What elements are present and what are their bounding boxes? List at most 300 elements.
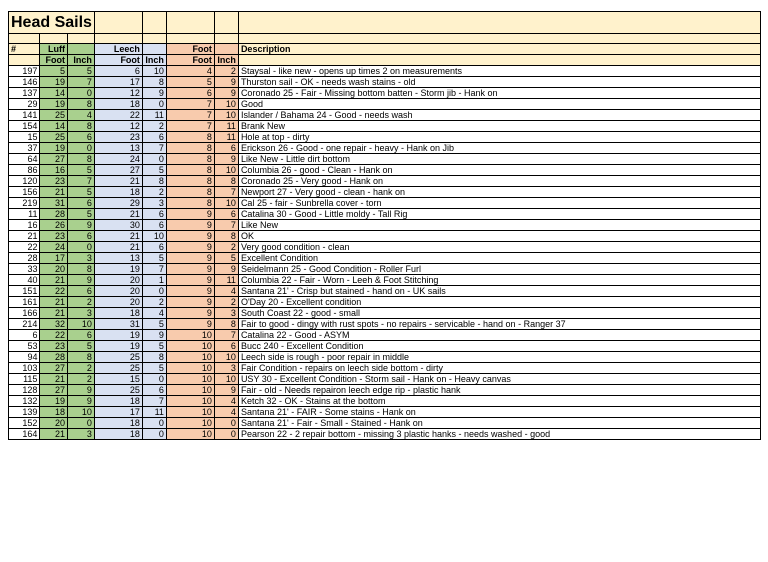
cell-foot-inch: 10 <box>214 110 238 121</box>
cell-luff-foot: 16 <box>40 165 68 176</box>
cell-foot-foot: 9 <box>166 242 214 253</box>
cell-foot-inch: 6 <box>214 143 238 154</box>
cell-foot-foot: 9 <box>166 319 214 330</box>
cell-id: 6 <box>9 330 40 341</box>
cell-luff-foot: 21 <box>40 374 68 385</box>
cell-description: Bucc 240 - Excellent Condition <box>238 341 760 352</box>
cell-description: Coronado 25 - Fair - Missing bottom batten - Storm jib - Hank on <box>238 88 760 99</box>
cell-leech-foot: 19 <box>94 330 142 341</box>
cell-leech-foot: 27 <box>94 165 142 176</box>
cell-leech-foot: 19 <box>94 264 142 275</box>
cell-foot-inch: 3 <box>214 363 238 374</box>
subheader-foot-foot: Foot <box>166 55 214 66</box>
cell-id: 22 <box>9 242 40 253</box>
cell-leech-inch: 4 <box>142 308 166 319</box>
cell-id: 28 <box>9 253 40 264</box>
cell-leech-foot: 20 <box>94 286 142 297</box>
cell-foot-inch: 8 <box>214 176 238 187</box>
cell-id: 15 <box>9 132 40 143</box>
cell-leech-inch: 5 <box>142 165 166 176</box>
cell-luff-foot: 19 <box>40 143 68 154</box>
cell-leech-inch: 11 <box>142 407 166 418</box>
table-row <box>9 264 761 275</box>
cell-leech-foot: 21 <box>94 231 142 242</box>
cell-foot-inch: 9 <box>214 154 238 165</box>
cell-description: Good <box>238 99 760 110</box>
cell-foot-foot: 7 <box>166 99 214 110</box>
cell-description: Santana 21' - FAIR - Some stains - Hank on <box>238 407 760 418</box>
cell-foot-foot: 9 <box>166 286 214 297</box>
cell-leech-inch: 8 <box>142 176 166 187</box>
cell-foot-inch: 9 <box>214 77 238 88</box>
cell-leech-inch: 6 <box>142 220 166 231</box>
cell-luff-foot: 20 <box>40 418 68 429</box>
cell-luff-inch: 5 <box>67 66 94 77</box>
cell-leech-inch: 10 <box>142 231 166 242</box>
cell-leech-inch: 7 <box>142 396 166 407</box>
cell-description: Fair - old - Needs repairon leech edge rip - plastic hank <box>238 385 760 396</box>
cell-luff-foot: 25 <box>40 110 68 121</box>
cell-leech-inch: 0 <box>142 429 166 440</box>
cell-id: 40 <box>9 275 40 286</box>
cell-foot-inch: 7 <box>214 187 238 198</box>
cell-luff-inch: 8 <box>67 264 94 275</box>
cell-leech-foot: 18 <box>94 308 142 319</box>
cell-luff-foot: 32 <box>40 319 68 330</box>
cell-foot-inch: 0 <box>214 429 238 440</box>
title-row <box>9 12 761 34</box>
table-row <box>9 374 761 385</box>
cell-id: 137 <box>9 88 40 99</box>
cell-description: Columbia 26 - good - Clean - Hank on <box>238 165 760 176</box>
cell-luff-inch: 7 <box>67 176 94 187</box>
subheader-row <box>9 55 761 66</box>
cell-leech-foot: 12 <box>94 88 142 99</box>
cell-leech-foot: 22 <box>94 110 142 121</box>
subheader-leech-inch: Inch <box>142 55 166 66</box>
cell-luff-inch: 2 <box>67 297 94 308</box>
cell-foot-inch: 9 <box>214 88 238 99</box>
cell-luff-foot: 26 <box>40 220 68 231</box>
cell-foot-inch: 9 <box>214 385 238 396</box>
cell-id: 197 <box>9 66 40 77</box>
cell-foot-foot: 8 <box>166 198 214 209</box>
cell-leech-foot: 18 <box>94 187 142 198</box>
cell-leech-inch: 11 <box>142 110 166 121</box>
cell-description: Islander / Bahama 24 - Good - needs wash <box>238 110 760 121</box>
cell-luff-foot: 22 <box>40 286 68 297</box>
cell-luff-inch: 0 <box>67 88 94 99</box>
cell-luff-inch: 0 <box>67 418 94 429</box>
cell-foot-inch: 11 <box>214 132 238 143</box>
cell-luff-inch: 9 <box>67 275 94 286</box>
cell-description: Ketch 32 - OK - Stains at the bottom <box>238 396 760 407</box>
cell-foot-inch: 2 <box>214 242 238 253</box>
cell-foot-inch: 8 <box>214 319 238 330</box>
cell-luff-inch: 8 <box>67 352 94 363</box>
cell-foot-foot: 10 <box>166 341 214 352</box>
cell-leech-foot: 29 <box>94 198 142 209</box>
cell-description: South Coast 22 - good - small <box>238 308 760 319</box>
cell-luff-foot: 14 <box>40 121 68 132</box>
table-row <box>9 66 761 77</box>
cell-id: 115 <box>9 374 40 385</box>
cell-leech-foot: 12 <box>94 121 142 132</box>
cell-luff-inch: 5 <box>67 165 94 176</box>
cell-description: Columbia 22 - Fair - Worn - Leeh & Foot Stitching <box>238 275 760 286</box>
cell-foot-foot: 9 <box>166 220 214 231</box>
cell-id: 64 <box>9 154 40 165</box>
cell-luff-foot: 23 <box>40 341 68 352</box>
cell-luff-inch: 8 <box>67 99 94 110</box>
cell-luff-inch: 4 <box>67 110 94 121</box>
header-row <box>9 44 761 55</box>
cell-luff-inch: 10 <box>67 319 94 330</box>
cell-foot-foot: 9 <box>166 297 214 308</box>
cell-leech-inch: 2 <box>142 297 166 308</box>
header-foot: Foot <box>166 44 214 55</box>
cell-leech-inch: 6 <box>142 385 166 396</box>
table-row <box>9 308 761 319</box>
cell-foot-foot: 8 <box>166 187 214 198</box>
cell-leech-foot: 18 <box>94 396 142 407</box>
cell-foot-foot: 10 <box>166 385 214 396</box>
table-row <box>9 275 761 286</box>
cell-foot-foot: 8 <box>166 143 214 154</box>
cell-leech-foot: 19 <box>94 341 142 352</box>
cell-leech-foot: 20 <box>94 297 142 308</box>
cell-id: 86 <box>9 165 40 176</box>
cell-foot-foot: 10 <box>166 352 214 363</box>
cell-leech-foot: 13 <box>94 143 142 154</box>
table-row <box>9 319 761 330</box>
cell-foot-foot: 8 <box>166 132 214 143</box>
cell-leech-inch: 0 <box>142 154 166 165</box>
cell-description: Santana 21' - Crisp but stained - hand on - UK sails <box>238 286 760 297</box>
table-row <box>9 154 761 165</box>
cell-luff-foot: 14 <box>40 88 68 99</box>
cell-id: 94 <box>9 352 40 363</box>
cell-id: 156 <box>9 187 40 198</box>
cell-luff-foot: 19 <box>40 77 68 88</box>
cell-id: 37 <box>9 143 40 154</box>
table-row <box>9 341 761 352</box>
cell-description: Like New - Little dirt bottom <box>238 154 760 165</box>
cell-id: 141 <box>9 110 40 121</box>
cell-foot-inch: 6 <box>214 209 238 220</box>
cell-leech-inch: 10 <box>142 66 166 77</box>
cell-leech-foot: 23 <box>94 132 142 143</box>
cell-description: Fair to good - dingy with rust spots - no repairs - servicable - hand on - Ranger 37 <box>238 319 760 330</box>
cell-luff-inch: 3 <box>67 308 94 319</box>
cell-foot-foot: 10 <box>166 407 214 418</box>
cell-id: 139 <box>9 407 40 418</box>
cell-luff-inch: 9 <box>67 396 94 407</box>
cell-foot-inch: 7 <box>214 220 238 231</box>
cell-description: Hole at top - dirty <box>238 132 760 143</box>
cell-foot-foot: 9 <box>166 231 214 242</box>
header-num: # <box>9 44 40 55</box>
cell-description: Catalina 22 - Good - ASYM <box>238 330 760 341</box>
cell-foot-foot: 4 <box>166 66 214 77</box>
table-row <box>9 198 761 209</box>
cell-luff-foot: 28 <box>40 209 68 220</box>
cell-leech-inch: 2 <box>142 187 166 198</box>
table-row <box>9 176 761 187</box>
header-leech: Leech <box>94 44 142 55</box>
cell-foot-inch: 6 <box>214 341 238 352</box>
cell-id: 154 <box>9 121 40 132</box>
cell-foot-inch: 10 <box>214 374 238 385</box>
cell-luff-foot: 22 <box>40 330 68 341</box>
cell-id: 120 <box>9 176 40 187</box>
cell-foot-foot: 9 <box>166 253 214 264</box>
cell-luff-inch: 7 <box>67 77 94 88</box>
cell-foot-inch: 10 <box>214 99 238 110</box>
cell-luff-foot: 18 <box>40 407 68 418</box>
cell-id: 53 <box>9 341 40 352</box>
cell-description: Leech side is rough - poor repair in middle <box>238 352 760 363</box>
cell-leech-foot: 21 <box>94 176 142 187</box>
cell-description: Newport 27 - Very good - clean - hank on <box>238 187 760 198</box>
cell-foot-inch: 9 <box>214 264 238 275</box>
cell-foot-inch: 4 <box>214 286 238 297</box>
cell-leech-foot: 30 <box>94 220 142 231</box>
cell-leech-inch: 7 <box>142 264 166 275</box>
cell-luff-inch: 8 <box>67 154 94 165</box>
table-row <box>9 242 761 253</box>
cell-luff-inch: 3 <box>67 253 94 264</box>
subheader-luff-foot: Foot <box>40 55 68 66</box>
cell-id: 219 <box>9 198 40 209</box>
cell-leech-foot: 25 <box>94 363 142 374</box>
cell-leech-inch: 5 <box>142 341 166 352</box>
cell-leech-inch: 3 <box>142 198 166 209</box>
cell-luff-inch: 5 <box>67 341 94 352</box>
cell-luff-inch: 2 <box>67 374 94 385</box>
cell-leech-foot: 25 <box>94 352 142 363</box>
cell-leech-inch: 0 <box>142 374 166 385</box>
cell-id: 164 <box>9 429 40 440</box>
table-row <box>9 99 761 110</box>
cell-luff-inch: 0 <box>67 242 94 253</box>
table-row <box>9 286 761 297</box>
cell-foot-foot: 5 <box>166 77 214 88</box>
cell-luff-inch: 6 <box>67 231 94 242</box>
table-row <box>9 352 761 363</box>
cell-leech-inch: 6 <box>142 209 166 220</box>
table-row <box>9 143 761 154</box>
cell-foot-inch: 10 <box>214 165 238 176</box>
cell-description: Coronado 25 - Very good - Hank on <box>238 176 760 187</box>
cell-id: 146 <box>9 77 40 88</box>
cell-foot-inch: 11 <box>214 275 238 286</box>
cell-leech-foot: 31 <box>94 319 142 330</box>
cell-luff-foot: 19 <box>40 99 68 110</box>
cell-luff-inch: 10 <box>67 407 94 418</box>
cell-luff-foot: 21 <box>40 297 68 308</box>
header-description: Description <box>238 44 760 55</box>
cell-foot-foot: 8 <box>166 165 214 176</box>
cell-leech-foot: 17 <box>94 407 142 418</box>
cell-leech-foot: 20 <box>94 275 142 286</box>
cell-description: Thurston sail - OK - needs wash stains - old <box>238 77 760 88</box>
cell-luff-foot: 21 <box>40 429 68 440</box>
cell-foot-foot: 8 <box>166 176 214 187</box>
subheader-foot-inch: Inch <box>214 55 238 66</box>
cell-foot-inch: 2 <box>214 297 238 308</box>
cell-luff-inch: 0 <box>67 143 94 154</box>
table-row <box>9 220 761 231</box>
table-row <box>9 110 761 121</box>
cell-description: Pearson 22 - 2 repair bottom - missing 3 plastic hanks - needs washed - good <box>238 429 760 440</box>
cell-id: 33 <box>9 264 40 275</box>
cell-foot-inch: 10 <box>214 198 238 209</box>
cell-leech-foot: 24 <box>94 154 142 165</box>
cell-luff-foot: 20 <box>40 264 68 275</box>
cell-foot-inch: 3 <box>214 308 238 319</box>
cell-luff-foot: 21 <box>40 187 68 198</box>
head-sails-table <box>8 11 761 440</box>
cell-luff-foot: 17 <box>40 253 68 264</box>
cell-id: 151 <box>9 286 40 297</box>
cell-leech-foot: 17 <box>94 77 142 88</box>
cell-foot-inch: 8 <box>214 231 238 242</box>
cell-leech-inch: 6 <box>142 132 166 143</box>
cell-leech-foot: 18 <box>94 418 142 429</box>
cell-luff-foot: 25 <box>40 132 68 143</box>
table-row <box>9 330 761 341</box>
table-body <box>9 12 761 440</box>
cell-description: Cal 25 - fair - Sunbrella cover - torn <box>238 198 760 209</box>
table-row <box>9 297 761 308</box>
subheader-leech-foot: Foot <box>94 55 142 66</box>
cell-leech-inch: 9 <box>142 88 166 99</box>
cell-luff-inch: 5 <box>67 209 94 220</box>
cell-foot-inch: 7 <box>214 330 238 341</box>
cell-luff-inch: 6 <box>67 132 94 143</box>
header-luff: Luff <box>40 44 68 55</box>
cell-description: Brank New <box>238 121 760 132</box>
cell-luff-inch: 6 <box>67 330 94 341</box>
cell-id: 214 <box>9 319 40 330</box>
cell-description: Like New <box>238 220 760 231</box>
cell-leech-inch: 1 <box>142 275 166 286</box>
cell-foot-inch: 2 <box>214 66 238 77</box>
cell-description: USY 30 - Excellent Condition - Storm sail - Hank on - Heavy canvas <box>238 374 760 385</box>
cell-luff-foot: 21 <box>40 275 68 286</box>
cell-id: 103 <box>9 363 40 374</box>
cell-id: 128 <box>9 385 40 396</box>
cell-foot-foot: 9 <box>166 209 214 220</box>
table-row <box>9 385 761 396</box>
cell-foot-foot: 9 <box>166 264 214 275</box>
cell-luff-foot: 23 <box>40 231 68 242</box>
cell-foot-inch: 11 <box>214 121 238 132</box>
cell-luff-inch: 6 <box>67 286 94 297</box>
table-row <box>9 407 761 418</box>
cell-description: OK <box>238 231 760 242</box>
cell-id: 152 <box>9 418 40 429</box>
table-row <box>9 231 761 242</box>
cell-foot-inch: 10 <box>214 352 238 363</box>
cell-luff-foot: 31 <box>40 198 68 209</box>
cell-foot-foot: 10 <box>166 363 214 374</box>
table-row <box>9 121 761 132</box>
cell-leech-inch: 6 <box>142 242 166 253</box>
cell-description: Excellent Condition <box>238 253 760 264</box>
cell-description: Staysal - like new - opens up times 2 on measurements <box>238 66 760 77</box>
cell-foot-inch: 4 <box>214 396 238 407</box>
cell-description: O'Day 20 - Excellent condition <box>238 297 760 308</box>
cell-luff-foot: 21 <box>40 308 68 319</box>
subheader-luff-inch: Inch <box>67 55 94 66</box>
table-row <box>9 132 761 143</box>
cell-leech-inch: 0 <box>142 286 166 297</box>
sheet-title: Head Sails <box>9 12 95 34</box>
cell-luff-inch: 9 <box>67 385 94 396</box>
cell-leech-foot: 18 <box>94 429 142 440</box>
cell-leech-foot: 15 <box>94 374 142 385</box>
cell-leech-foot: 13 <box>94 253 142 264</box>
cell-foot-inch: 0 <box>214 418 238 429</box>
cell-leech-inch: 5 <box>142 253 166 264</box>
cell-foot-foot: 10 <box>166 418 214 429</box>
cell-id: 21 <box>9 231 40 242</box>
cell-id: 11 <box>9 209 40 220</box>
cell-leech-inch: 5 <box>142 363 166 374</box>
cell-foot-foot: 10 <box>166 374 214 385</box>
cell-leech-inch: 2 <box>142 121 166 132</box>
cell-foot-foot: 9 <box>166 275 214 286</box>
blank-row <box>9 34 761 44</box>
cell-description: Erickson 26 - Good - one repair - heavy - Hank on Jib <box>238 143 760 154</box>
cell-luff-foot: 24 <box>40 242 68 253</box>
cell-foot-foot: 7 <box>166 110 214 121</box>
cell-leech-inch: 9 <box>142 330 166 341</box>
table-row <box>9 187 761 198</box>
cell-foot-foot: 9 <box>166 308 214 319</box>
cell-id: 29 <box>9 99 40 110</box>
table-row <box>9 418 761 429</box>
cell-description: Very good condition - clean <box>238 242 760 253</box>
cell-id: 16 <box>9 220 40 231</box>
cell-leech-inch: 0 <box>142 418 166 429</box>
cell-foot-foot: 6 <box>166 88 214 99</box>
cell-foot-foot: 10 <box>166 429 214 440</box>
table-row <box>9 165 761 176</box>
cell-luff-inch: 9 <box>67 220 94 231</box>
cell-leech-foot: 18 <box>94 99 142 110</box>
cell-foot-foot: 8 <box>166 154 214 165</box>
cell-id: 166 <box>9 308 40 319</box>
cell-description: Santana 21' - Fair - Small - Stained - Hank on <box>238 418 760 429</box>
cell-foot-foot: 10 <box>166 330 214 341</box>
cell-leech-inch: 8 <box>142 77 166 88</box>
cell-foot-foot: 7 <box>166 121 214 132</box>
cell-luff-foot: 27 <box>40 154 68 165</box>
table-row <box>9 88 761 99</box>
cell-luff-foot: 19 <box>40 396 68 407</box>
cell-leech-inch: 0 <box>142 99 166 110</box>
cell-leech-inch: 8 <box>142 352 166 363</box>
cell-luff-foot: 23 <box>40 176 68 187</box>
cell-luff-inch: 5 <box>67 187 94 198</box>
cell-leech-foot: 6 <box>94 66 142 77</box>
cell-leech-foot: 25 <box>94 385 142 396</box>
cell-luff-foot: 27 <box>40 385 68 396</box>
cell-foot-inch: 4 <box>214 407 238 418</box>
